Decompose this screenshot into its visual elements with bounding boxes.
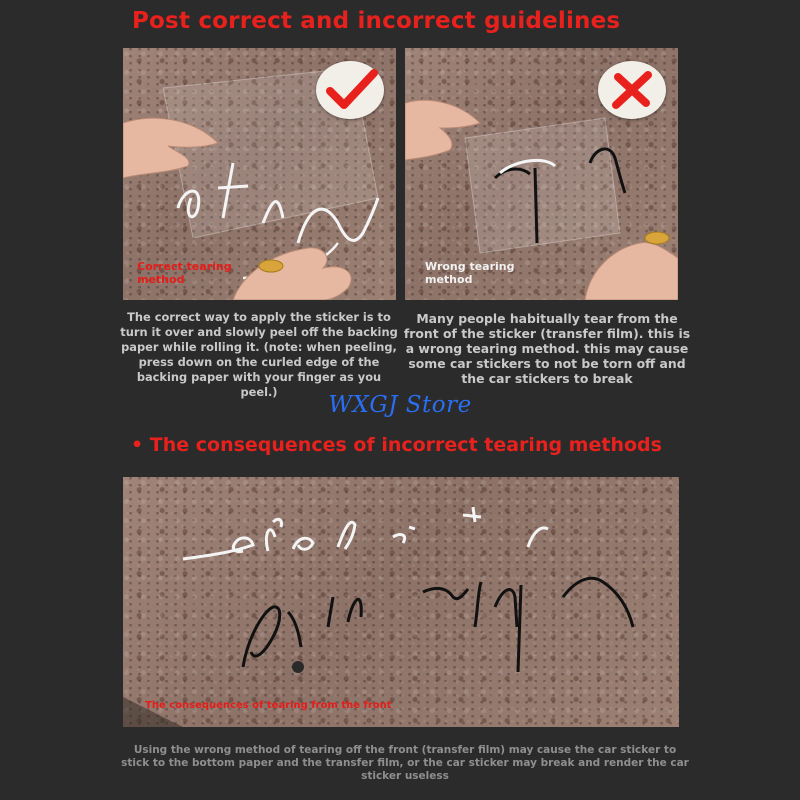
correct-method-caption: Correct tearing method (137, 260, 232, 286)
consequences-heading: • The consequences of incorrect tearing methods (131, 434, 662, 456)
consequences-caption: The consequences of tearing from the front (145, 700, 392, 711)
store-watermark: WXGJ Store (328, 392, 472, 418)
wrong-method-photo (405, 48, 678, 300)
correct-method-photo (123, 48, 396, 300)
broken-sticker-illustration (123, 477, 679, 727)
cross-badge (598, 61, 666, 119)
check-badge (316, 61, 384, 119)
check-mark-icon (316, 61, 384, 119)
page-title: Post correct and incorrect guidelines (132, 8, 621, 34)
wrong-method-description: Many people habitually tear from the front of the sticker (transfer film). this is a wrong tearing method. this may cause some car stickers to not be torn off and the car stickers to break (403, 311, 691, 386)
cross-mark-icon (598, 61, 666, 119)
wrong-method-caption: Wrong tearing method (425, 260, 515, 286)
consequences-description: Using the wrong method of tearing off the front (transfer film) may cause the car sticker to stick to the bottom paper and the transfer film, or the car sticker may break and render the car sticker useless (121, 744, 689, 782)
correct-method-description: The correct way to apply the sticker is to turn it over and slowly peel off the backing paper while rolling it. (note: when peeling, press down on the curled edge of the backing paper with your finger as you peel.) (120, 310, 398, 399)
consequences-photo (123, 477, 679, 727)
